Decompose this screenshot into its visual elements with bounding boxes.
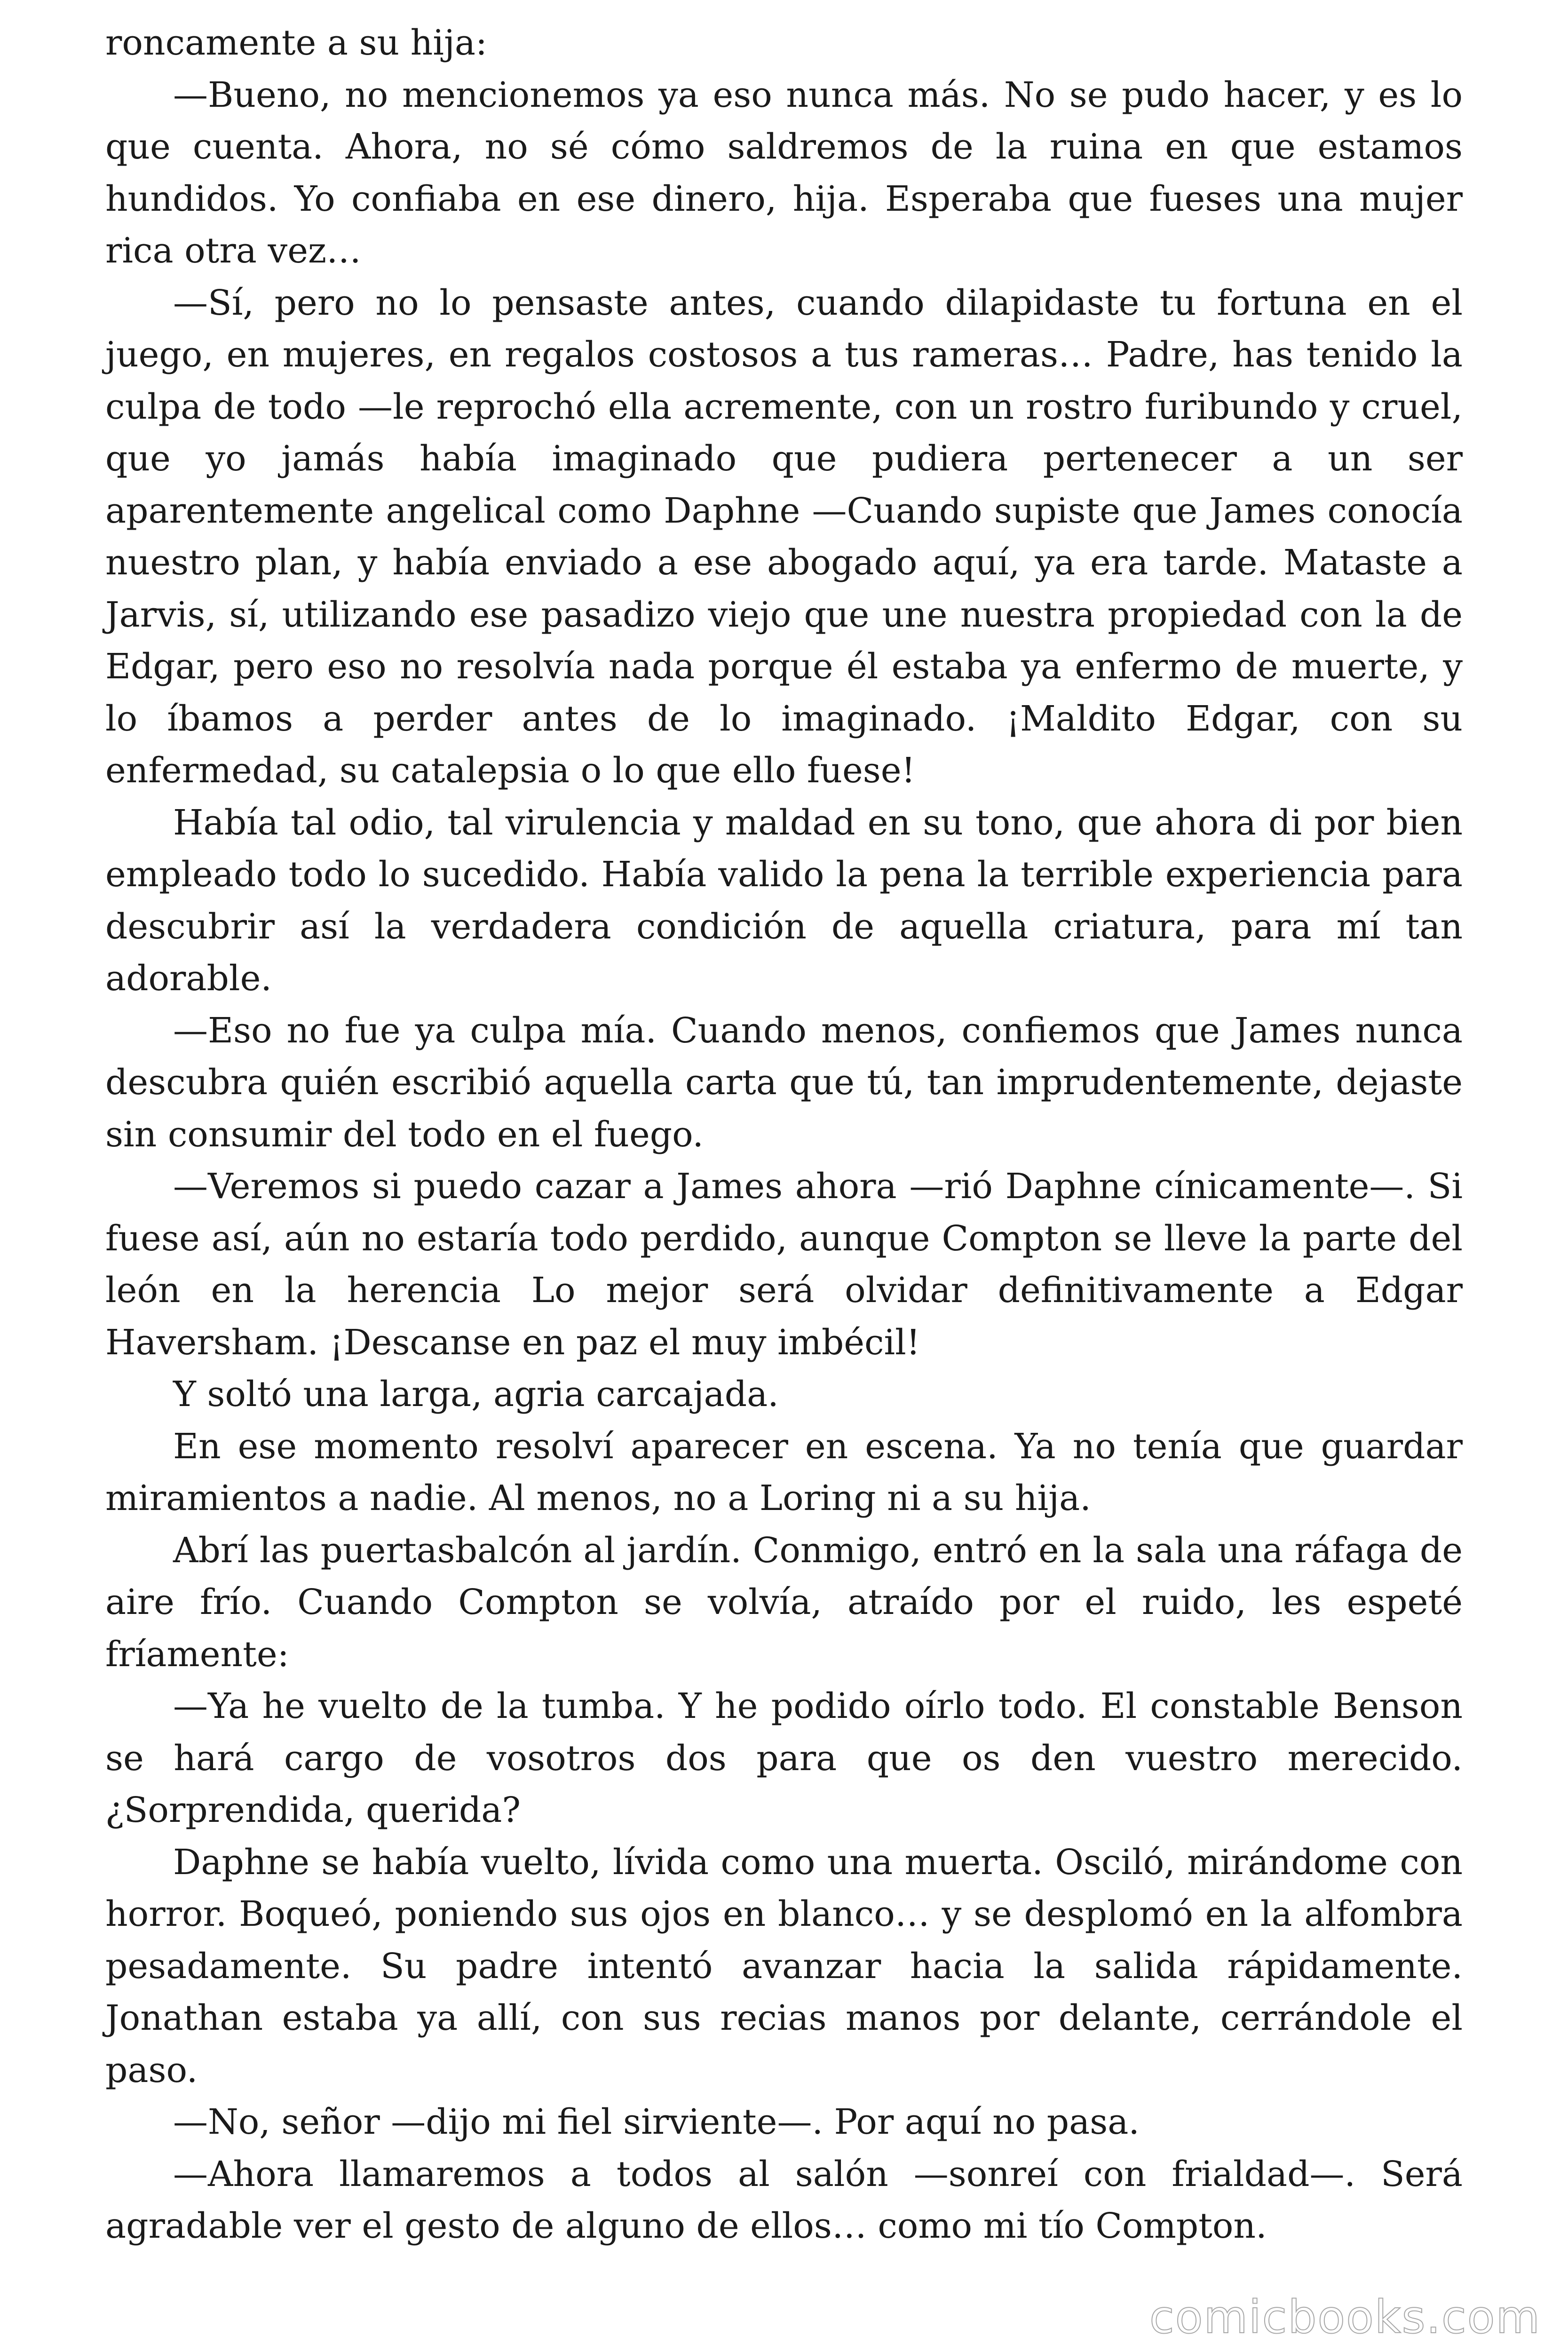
paragraph: roncamente a su hija: — [105, 23, 487, 63]
watermark: comicbooks.com — [1149, 2291, 1541, 2344]
paragraph: Y soltó una larga, agria carcajada. — [173, 1374, 779, 1414]
paragraph: Había tal odio, tal virulencia y maldad en su tono, que ahora di por bien empleado todo lo sucedido. Había valido la pena la terrible experiencia para descubrir así la verdadera condición de aquella criatura, para mí tan adorable. — [105, 802, 1463, 999]
paragraph: En ese momento resolví aparecer en escena. Ya no tenía que guardar miramientos a nadie. Al menos, no a Loring ni a su hija. — [105, 1426, 1463, 1518]
paragraph: Abrí las puertasbalcón al jardín. Conmigo, entró en la sala una ráfaga de aire frío. Cuando Compton se volvía, atraído por el ruido, les espeté fríamente: — [105, 1530, 1463, 1675]
page-text — [105, 17, 1463, 2252]
paragraph: —Eso no fue ya culpa mía. Cuando menos, confiemos que James nunca descubra quién escribió aquella carta que tú, tan imprudentemente, dejaste sin consumir del todo en el fuego. — [105, 1010, 1463, 1155]
paragraph: Daphne se había vuelto, lívida como una muerta. Osciló, mirándome con horror. Boqueó, poniendo sus ojos en blanco… y se desplomó en la alfombra pesadamente. Su padre intentó avanzar hacia la salida rápidamente. Jonathan estaba ya allí, con sus recias manos por delante, cerrándole el paso. — [105, 1842, 1463, 2090]
paragraph: —Ya he vuelto de la tumba. Y he podido oírlo todo. El constable Benson se hará cargo de vosotros dos para que os den vuestro merecido. ¿Sorprendida, querida? — [105, 1686, 1463, 1830]
paragraph: —Ahora llamaremos a todos al salón —sonreí con frialdad—. Será agradable ver el gesto de alguno de ellos… como mi tío Compton. — [105, 2153, 1463, 2246]
paragraph: —Veremos si puedo cazar a James ahora —rió Daphne cínicamente—. Si fuese así, aún no estaría todo perdido, aunque Compton se lleve la parte del león en la herencia Lo mejor será olvidar definitivamente a Edgar Haversham. ¡Descanse en paz el muy imbécil! — [105, 1166, 1463, 1363]
paragraph: —Sí, pero no lo pensaste antes, cuando dilapidaste tu fortuna en el juego, en mujeres, en regalos costosos a tus rameras… Padre, has tenido la culpa de todo —le reprochó ella acremente, con un rostro furibundo y cruel, que yo jamás había imaginado que pudiera pertenecer a un ser aparentemente angelical como Daphne —Cuando supiste que James conocía nuestro plan, y había enviado a ese abogado aquí, ya era tarde. Mataste a Jarvis, sí, utilizando ese pasadizo viejo que une nuestra propiedad con la de Edgar, pero eso no resolvía nada porque él estaba ya enfermo de muerte, y lo íbamos a perder antes de lo imaginado. ¡Maldito Edgar, con su enfermedad, su catalepsia o lo que ello fuese! — [105, 282, 1463, 791]
paragraph: —Bueno, no mencionemos ya eso nunca más. No se pudo hacer, y es lo que cuenta. Ahora, no sé cómo saldremos de la ruina en que estamos hundidos. Yo confiaba en ese dinero, hija. Esperaba que fueses una mujer rica otra vez… — [105, 74, 1463, 271]
paragraph: —No, señor —dijo mi fiel sirviente—. Por aquí no pasa. — [173, 2102, 1140, 2142]
